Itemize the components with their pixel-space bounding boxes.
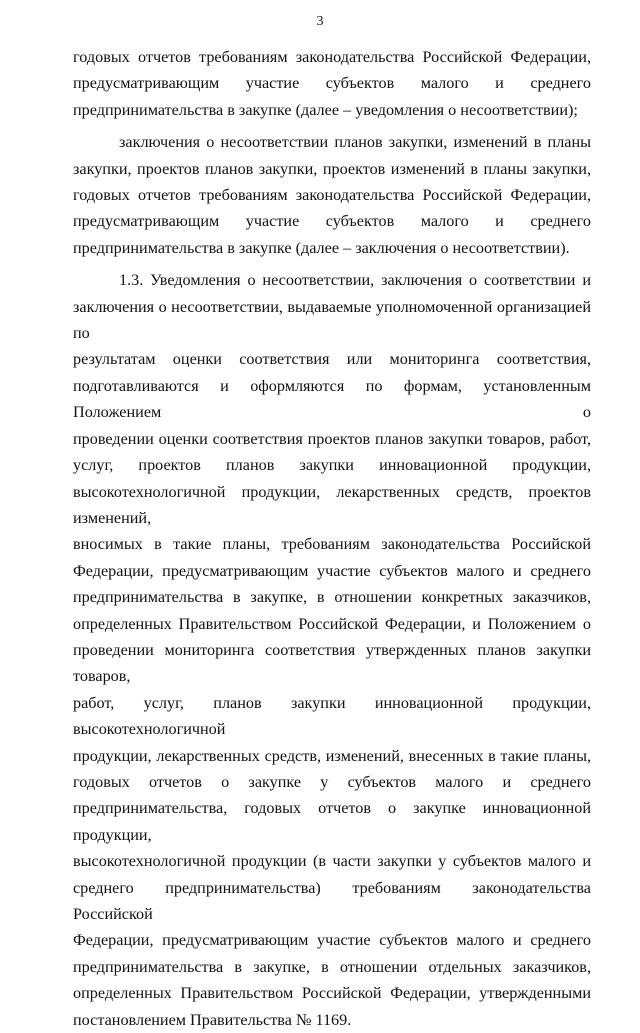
text-line: подготавливаются и оформляются по формам, установленным Положением о: [73, 376, 591, 422]
text-line: результатам оценки соответствия или мониторинга соответствия,: [73, 350, 591, 369]
text-line: проведении оценки соответствия проектов планов закупки товаров, работ,: [73, 429, 591, 448]
text-line: Федерации, предусматривающим участие субъектов малого и среднего: [73, 561, 591, 580]
document-body: [73, 44, 591, 1033]
text-line: 1.3. Уведомления о несоответствии, заключения о соответствии и: [119, 271, 591, 290]
text-line: годовых отчетов требованиям законодательства Российской Федерации,: [73, 186, 591, 205]
text-line: проведении мониторинга соответствия утвержденных планов закупки товаров,: [73, 640, 591, 686]
text-line: предпринимательства в закупке (далее – заключения о несоответствии).: [73, 238, 570, 257]
text-line: годовых отчетов требованиям законодательства Российской Федерации,: [73, 48, 591, 66]
text-line: годовых отчетов о закупке у субъектов малого и среднего: [73, 772, 591, 791]
text-line: предпринимательства в закупке (далее – уведомления о несоответствии);: [73, 100, 578, 119]
text-line: предпринимательства в закупке, в отношении конкретных заказчиков,: [73, 588, 591, 607]
text-line: вносимых в такие планы, требованиям законодательства Российской: [73, 535, 591, 554]
text-line: предпринимательства в закупке, в отношении отдельных заказчиков,: [73, 957, 591, 976]
text-line: определенных Правительством Российской Федерации, и Положением о: [73, 614, 591, 633]
text-line: Федерации, предусматривающим участие субъектов малого и среднего: [73, 931, 591, 950]
text-line: высокотехнологичной продукции (в части закупки у субъектов малого и: [73, 852, 591, 871]
text-line: продукции, лекарственных средств, изменений, внесенных в такие планы,: [73, 746, 591, 765]
text-line: услуг, проектов планов закупки инновационной продукции,: [73, 456, 591, 475]
text-line: работ, услуг, планов закупки инновационной продукции, высокотехнологичной: [73, 693, 591, 739]
text-line: заключения о несоответствии планов закупки, изменений в планы: [119, 133, 591, 152]
text-line: предусматривающим участие субъектов малого и среднего: [73, 74, 591, 93]
text-line: закупки, проектов планов закупки, проектов изменений в планы закупки,: [73, 159, 591, 178]
text-line: предусматривающим участие субъектов малого и среднего: [73, 212, 591, 231]
text-line: среднего предпринимательства) требованиям законодательства Российской: [73, 878, 591, 923]
page-number: 3: [316, 14, 324, 29]
text-line: заключения о несоответствии, выдаваемые уполномоченной организацией по: [73, 297, 591, 343]
text-line: высокотехнологичной продукции, лекарственных средств, проектов изменений,: [73, 482, 591, 527]
text-line: постановлением Правительства № 1169.: [73, 1010, 352, 1029]
text-line: определенных Правительством Российской Федерации, утвержденными: [73, 984, 591, 1003]
text-line: предпринимательства, годовых отчетов о закупке инновационной продукции,: [73, 799, 591, 844]
